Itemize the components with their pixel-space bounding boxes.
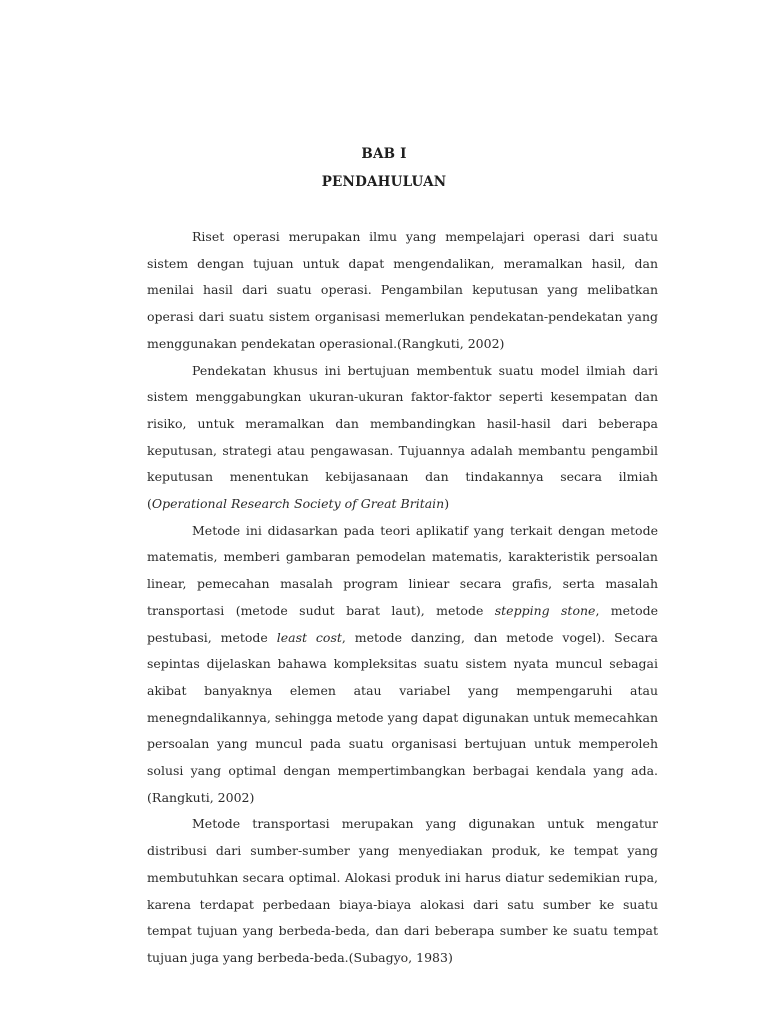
italic-text-run: least cost (276, 629, 342, 645)
text-run: Metode transportasi merupakan yang digunakan untuk mengatur distribusi dari sumber-sumber yang menyediakan produk, ke tempat yang membutuhkan secara optimal. Alokasi produk ini harus diatur sedemikian rupa, karena terdapat perbedaan biaya-biaya alokasi dari satu sumber ke suatu tempat tujuan yang berbeda-beda, dan dari beberapa sumber ke suatu tempat tujuan juga yang berbeda-beda.(Subagyo, 1983) (147, 816, 658, 965)
text-run: , metode pestubasi, metode (147, 602, 658, 645)
paragraph (147, 358, 658, 518)
text-run: Metode ini didasarkan pada teori aplikatif yang terkait dengan metode matematis, memberi gambaran pemodelan matematis, karakteristik persoalan linear, pemecahan masalah program liniear secara grafis, serta masalah transportasi (metode sudut barat laut), metode (147, 522, 658, 618)
paragraph (147, 518, 658, 812)
text-run: ) (444, 496, 450, 512)
text-run: Riset operasi merupakan ilmu yang mempelajari operasi dari suatu sistem dengan tujuan untuk dapat mengendalikan, meramalkan hasil, dan menilai hasil dari suatu operasi. Pengambilan keputusan yang melibatkan operasi dari suatu sistem organisasi memerlukan pendekatan-pendekatan yang menggunakan pendekatan operasional.(Rangkuti, 2002) (147, 229, 658, 351)
paragraph (147, 224, 658, 358)
text-run: , metode danzing, dan metode vogel). Secara sepintas dijelaskan bahawa kompleksitas suatu sistem nyata muncul sebagai akibat banyaknya elemen atau variabel yang mempengaruhi atau menegndalikannya, sehingga metode yang dapat digunakan untuk memecahkan persoalan yang muncul pada suatu organisasi bertujuan untuk memperoleh solusi yang optimal dengan mempertimbangkan berbagai kendala yang ada.(Rangkuti, 2002) (147, 629, 658, 805)
body-text (147, 224, 658, 972)
chapter-label: BAB I (361, 146, 407, 162)
italic-text-run: stepping stone (494, 602, 596, 618)
chapter-title: PENDAHULUAN (321, 174, 447, 190)
text-run: Pendekatan khusus ini bertujuan membentuk suatu model ilmiah dari sistem menggabungkan ukuran-ukuran faktor-faktor seperti kesempatan dan risiko, untuk meramalkan dan membandingkan hasil-hasil dari beberapa keputusan, strategi atau pengawasan. Tujuannya adalah membantu pengambil keputusan menentukan kebijasanaan dan tindakannya secara ilmiah ( (147, 362, 658, 512)
paragraph (147, 811, 658, 971)
italic-text-run: Operational Research Society of Great Britain (151, 496, 445, 512)
